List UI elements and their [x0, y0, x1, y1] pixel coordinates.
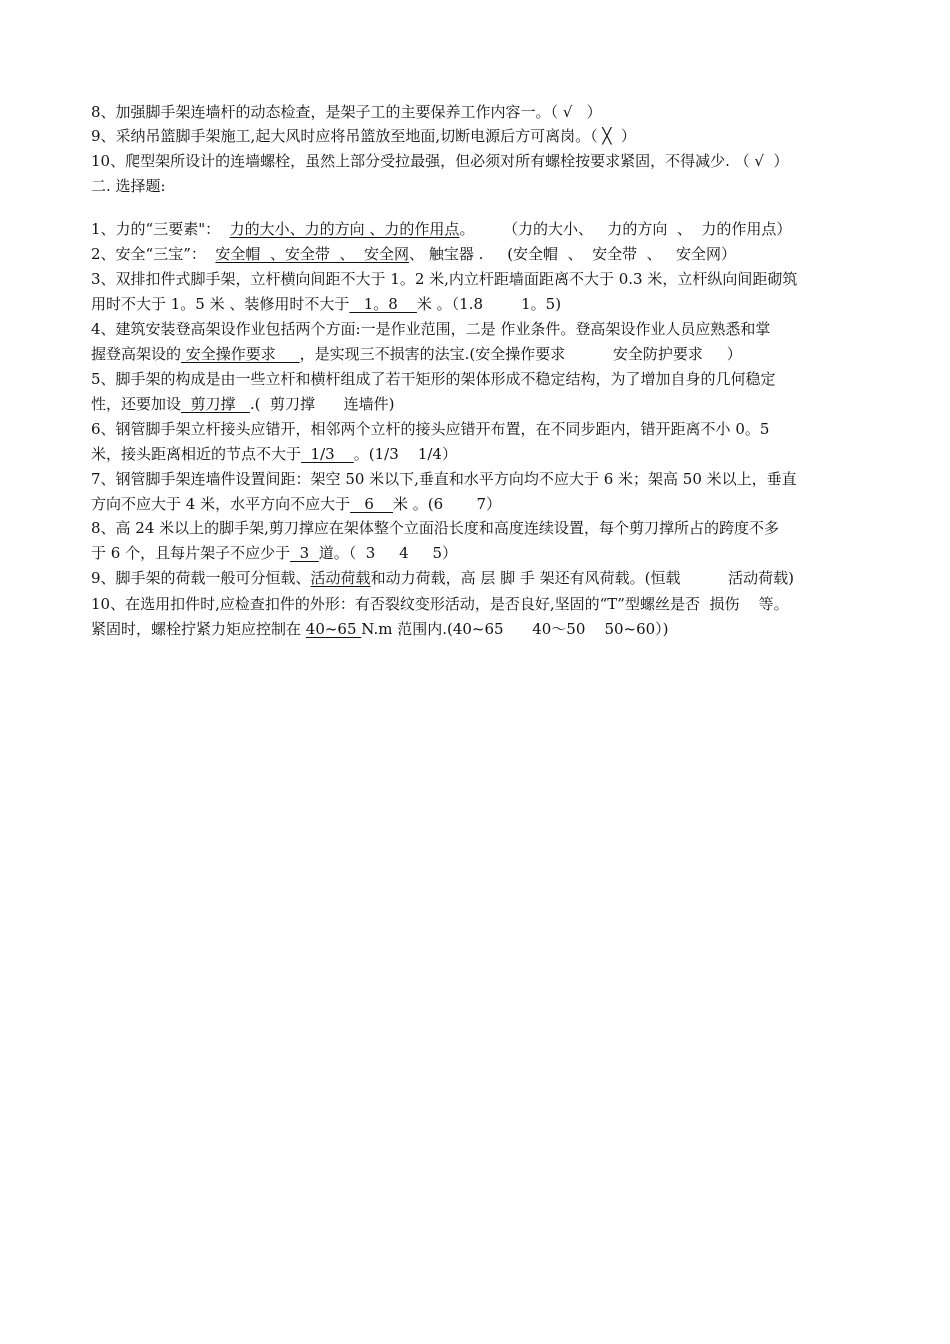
choice-line-13: [91, 516, 891, 540]
choice-line-8: [91, 392, 891, 416]
question-text: 性，还要加设: [91, 395, 182, 413]
answer-blank: 安全帽 、安全带 、 安全网: [215, 245, 410, 263]
section-title: 二. 选择题:: [91, 177, 166, 195]
answer-blank: 剪刀撑: [181, 395, 250, 413]
question-text: 米，接头距离相近的节点不大于: [91, 445, 302, 463]
question-text: 10、在选用扣件时,应检查扣件的外形：有否裂纹变形活动，是否良好,坚固的“T”型螺丝是否 损伤 等。: [91, 595, 789, 613]
choice-line-15: [91, 566, 891, 590]
question-text: 5、脚手架的构成是由一些立杆和横杆组成了若干矩形的架体形成不稳定结构，为了增加自身的几何稳定: [91, 370, 776, 388]
choice-line-7: [91, 367, 891, 391]
choice-line-3: [91, 267, 891, 291]
answer-blank: 40~65: [305, 620, 362, 638]
question-text: 和动力荷载，高 层 脚 手 架还有风荷载。(恒载 活动荷载): [370, 569, 795, 587]
choice-line-9: [91, 417, 891, 441]
question-text: 紧固时，螺栓拧紧力矩应控制在: [91, 620, 306, 638]
answer-blank: 1/3: [301, 445, 354, 463]
question-text: 9、脚手架的荷载一般可分恒载、: [91, 569, 311, 587]
choice-line-1: [91, 217, 891, 241]
choice-line-2: [91, 242, 891, 266]
answer-blank: 6: [350, 495, 394, 513]
choice-line-12: [91, 492, 891, 516]
question-text: 4、建筑安装登高架设作业包括两个方面:一是作业范围，二是 作业条件。登高架设作业人员应熟悉和掌: [91, 320, 771, 338]
judgement-item-10: 10、爬型架所设计的连墙螺栓，虽然上部分受拉最强，但必须对所有螺栓按要求紧固，不得减少. （ √ ）: [91, 152, 789, 170]
choice-line-10: [91, 442, 891, 466]
judgement-item-8: 8、加强脚手架连墙杆的动态检查，是架子工的主要保养工作内容一。（ √ ）: [91, 103, 602, 121]
question-text: 道。（ 3 4 5）: [318, 544, 458, 562]
question-text: N.m 范围内.(40~65 40～50 50~60）): [361, 620, 669, 638]
question-text: 。(1/3 1/4）: [353, 445, 457, 463]
question-text: ，是实现三不损害的法宝.(安全操作要求 安全防护要求 ）: [299, 345, 742, 363]
choice-line-17: [91, 617, 891, 641]
question-text: 方向不应大于 4 米，水平方向不应大于: [91, 495, 351, 513]
choice-line-16: [91, 592, 891, 616]
question-text: 米 。（1.8 1。5): [416, 295, 562, 313]
question-text: 8、高 24 米以上的脚手架,剪刀撑应在架体整个立面沿长度和高度连续设置，每个剪刀撑所占的跨度不多: [91, 519, 779, 537]
judgement-item-9: 9、采纳吊篮脚手架施工,起大风时应将吊篮放至地面,切断电源后方可离岗。（ ╳ ）: [91, 127, 636, 145]
choice-line-4: [91, 292, 891, 316]
choice-line-11: [91, 467, 891, 491]
answer-blank: 3: [290, 544, 319, 562]
question-text: 6、钢管脚手架立杆接头应错开，相邻两个立杆的接头应错开布置，在不同步距内，错开距离不小 0。5: [91, 420, 770, 438]
question-text: 3、双排扣件式脚手架，立杆横向间距不大于 1。2 米,内立杆距墙面距离不大于 0.3 米，立杆纵向间距砌筑: [91, 270, 798, 288]
choice-line-6: [91, 342, 891, 366]
question-text: 米 。(6 7）: [393, 495, 502, 513]
question-text: 2、安全“三宝”：: [91, 245, 216, 263]
question-text: 。 （力的大小、 力的方向 、 力的作用点）: [459, 220, 792, 238]
choice-line-5: [91, 317, 891, 341]
answer-blank: 1。8: [349, 295, 417, 313]
question-text: 1、力的“三要素"：: [91, 220, 230, 238]
answer-blank: 力的大小、力的方向 、力的作用点: [229, 220, 460, 238]
question-text: 于 6 个，且每片架子不应少于: [91, 544, 291, 562]
question-text: 、 触宝器 . (安全帽 、 安全带 、 安全网）: [409, 245, 736, 263]
question-text: 7、钢管脚手架连墙件设置间距：架空 50 米以下,垂直和水平方向均不应大于 6 米；架高 50 米以上，垂直: [91, 470, 797, 488]
choice-line-14: [91, 541, 891, 565]
question-text: 握登高架设的: [91, 345, 182, 363]
question-text: 用时不大于 1。5 米 、装修用时不大于: [91, 295, 350, 313]
question-text: .( 剪刀撑 连墙件): [249, 395, 395, 413]
answer-blank: 活动荷载: [310, 569, 371, 587]
answer-blank: 安全操作要求: [181, 345, 300, 363]
